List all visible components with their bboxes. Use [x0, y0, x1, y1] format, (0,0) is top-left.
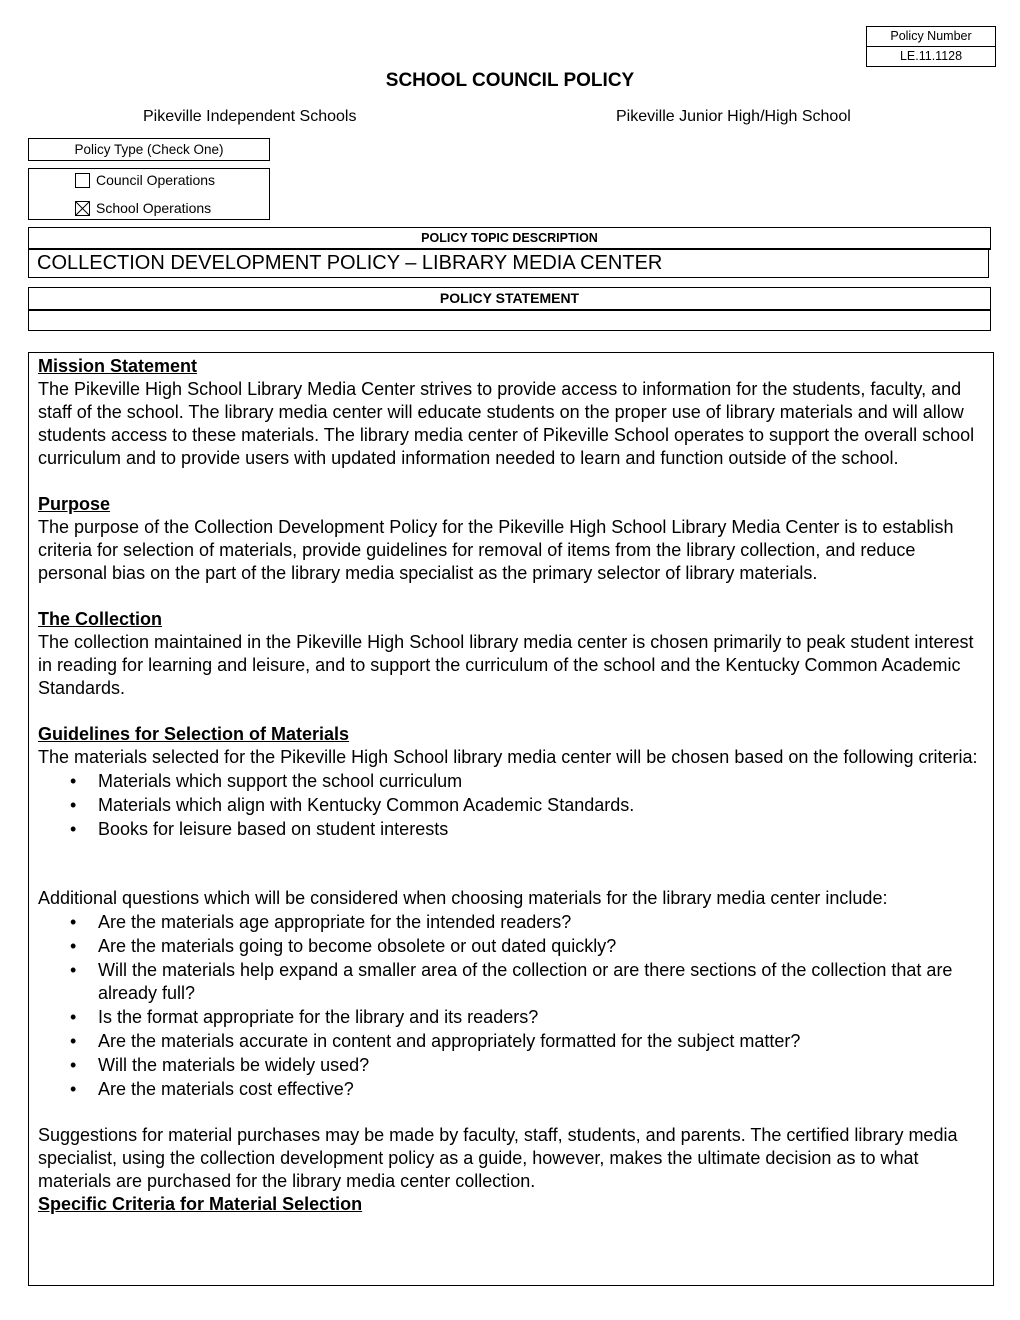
- option-school-operations[interactable]: [75, 199, 211, 217]
- policy-number-box: [866, 26, 996, 67]
- list-item: • Are the materials accurate in content and appropriately formatted for the subject matter?: [98, 1030, 985, 1053]
- policy-content: [28, 352, 994, 1286]
- list-item: • Materials which align with Kentucky Common Academic Standards.: [98, 794, 985, 817]
- district-name: Pikeville Independent Schools: [143, 108, 357, 125]
- option-council-operations[interactable]: [75, 171, 215, 189]
- statement-heading: POLICY STATEMENT: [28, 287, 991, 311]
- guidelines-heading: Guidelines for Selection of Materials: [38, 724, 350, 744]
- statement-empty-row: [28, 310, 991, 331]
- criteria-list: [38, 770, 985, 841]
- collection-heading: The Collection: [38, 609, 163, 629]
- policy-number-label: Policy Number: [890, 29, 972, 43]
- specific-criteria-heading: Specific Criteria for Material Selection: [38, 1194, 363, 1214]
- council-operations-label: Council Operations: [96, 172, 216, 188]
- mission-heading: Mission Statement: [38, 356, 198, 376]
- purpose-heading: Purpose: [38, 494, 111, 514]
- collection-text: The collection maintained in the Pikeville High School library media center is chosen primarily to peak student interest in reading for learning and leisure, and to support the curriculum of the school and the Kentucky Common Academic Standards.: [38, 632, 974, 698]
- school-operations-label: School Operations: [96, 200, 212, 216]
- topic-value: COLLECTION DEVELOPMENT POLICY – LIBRARY MEDIA CENTER: [28, 249, 989, 278]
- list-item: • Books for leisure based on student interests: [98, 818, 985, 841]
- topic-heading: POLICY TOPIC DESCRIPTION: [28, 227, 991, 250]
- list-item: • Materials which support the school curriculum: [98, 770, 985, 793]
- policy-type-options: [28, 168, 270, 220]
- suggestions-text: Suggestions for material purchases may be made by faculty, staff, students, and parents. The certified library media specialist, using the collection development policy as a guide, however, makes the ultimate decision as to what materials are purchased for the library media center collection.: [38, 1125, 958, 1191]
- list-item: • Will the materials be widely used?: [98, 1054, 985, 1077]
- mission-text: The Pikeville High School Library Media Center strives to provide access to information for the students, faculty, and staff of the school. The library media center will educate students on the proper use of library materials and will allow students access to these materials. The library media center of Pikeville School operates to support the overall school curriculum and to provide users with updated information needed to learn and function outside of the school.: [38, 379, 975, 468]
- policy-number-value: LE.11.1128: [867, 46, 995, 66]
- school-operations-checkbox[interactable]: [75, 201, 90, 216]
- checked-x-icon: [76, 202, 89, 215]
- list-item: • Are the materials going to become obsolete or out dated quickly?: [98, 935, 985, 958]
- list-item: • Will the materials help expand a smaller area of the collection or are there sections of the collection that are already full?: [98, 959, 985, 1005]
- guidelines-intro: The materials selected for the Pikeville High School library media center will be chosen based on the following criteria:: [38, 747, 978, 767]
- questions-intro: Additional questions which will be considered when choosing materials for the library media center include:: [38, 888, 888, 908]
- page-title: SCHOOL COUNCIL POLICY: [385, 70, 635, 91]
- council-operations-checkbox[interactable]: [75, 173, 90, 188]
- list-item: • Is the format appropriate for the library and its readers?: [98, 1006, 985, 1029]
- school-name: Pikeville Junior High/High School: [616, 108, 851, 125]
- list-item: • Are the materials cost effective?: [98, 1078, 985, 1101]
- policy-type-heading: Policy Type (Check One): [28, 138, 270, 161]
- purpose-text: The purpose of the Collection Development Policy for the Pikeville High School Library Media Center is to establish criteria for selection of materials, provide guidelines for removal of items from the library collection, and reduce personal bias on the part of the library media specialist as the primary selector of library materials.: [38, 517, 954, 583]
- list-item: • Are the materials age appropriate for the intended readers?: [98, 911, 985, 934]
- questions-list: [38, 911, 985, 1101]
